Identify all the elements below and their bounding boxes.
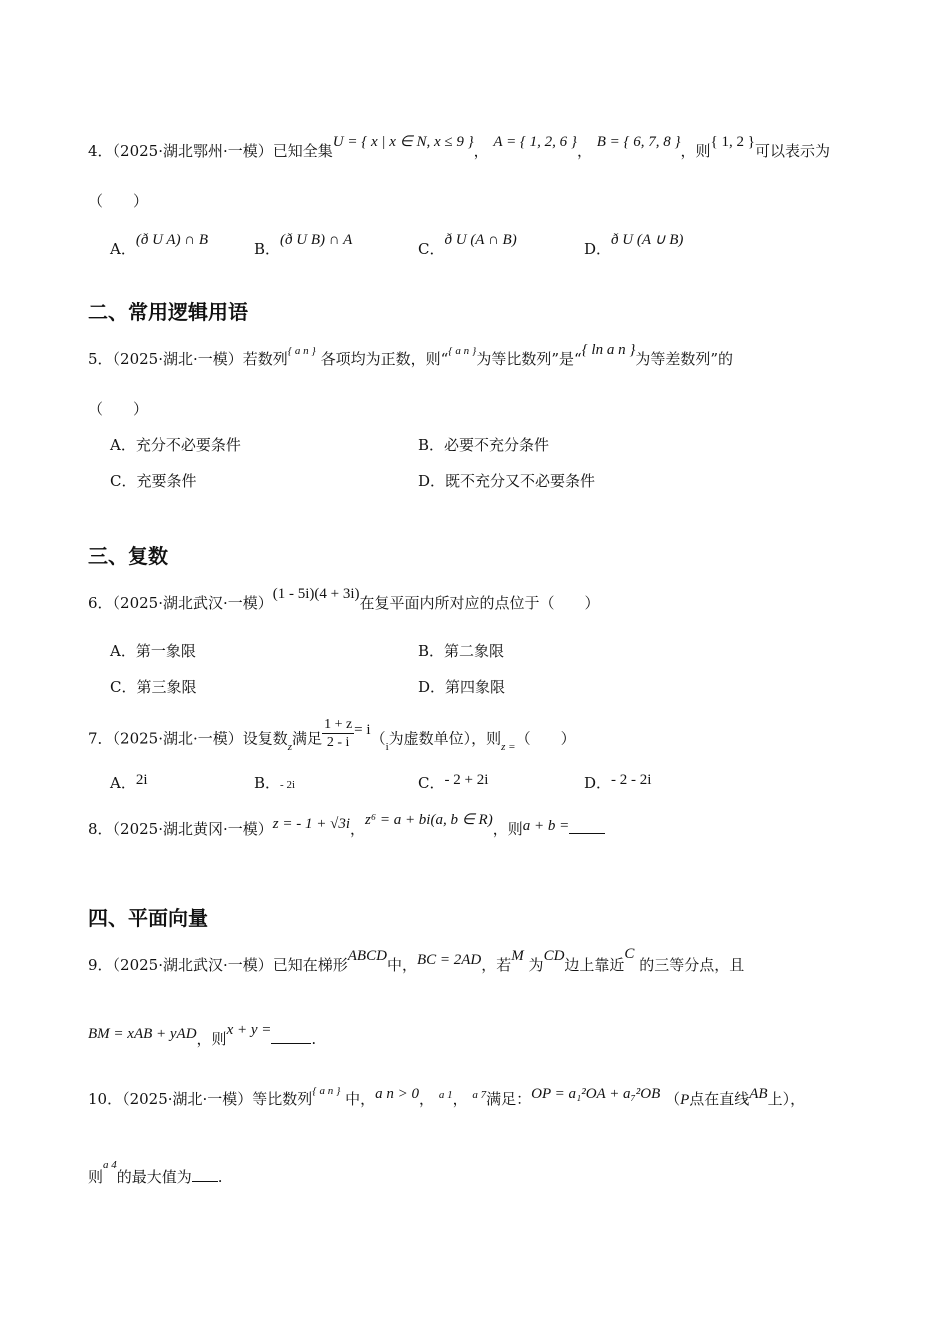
q6-option-c[interactable]: C．第三象限: [110, 678, 197, 696]
q4-set-12: { 1, 2 }: [710, 134, 755, 150]
q10-stem-line2: 则$^{a 4}$的最大值为 .: [88, 1159, 223, 1186]
q8-answer-blank[interactable]: [569, 833, 605, 834]
q4-set-u: U = { x | x ∈ N, x ≤ 9 }: [332, 134, 474, 150]
q4-paren: （ ）: [88, 192, 149, 210]
q7-stem: 7．（2025·湖北·一模）设复数$_z$满足 $\frac{1 + z}{2 - i}$ = $i(_i$为虚数单位），则$_{z =}$（ ）: [88, 717, 576, 753]
q5-paren: （ ）: [88, 400, 149, 418]
q7-option-a[interactable]: A．2i: [110, 772, 148, 792]
section-title-vectors: 四、平面向量: [88, 906, 208, 930]
q7-fraction: $\frac{1 + z}{2 - i}$: [324, 717, 353, 750]
q4-option-b[interactable]: B．(ð U B) ∩ A: [254, 232, 353, 258]
q7-option-d[interactable]: D．- 2 - 2i: [584, 772, 652, 792]
q9-stem-line2: BM = xAB + yAD，则x + y = .: [88, 1022, 317, 1048]
section-title-complex: 三、复数: [88, 544, 168, 568]
q5-stem: 5．（2025·湖北·一模）若数列$^{\{ a n \}}$ 各项均为正数，则“$^{\{ a n \}}$为等比数列”是“{ ln a n }为等差数列”的: [88, 342, 734, 368]
q7-option-b[interactable]: B．- 2i: [254, 774, 296, 792]
q10-stem: 10．（2025·湖北·一模）等比数列$^{\{ a n \}}$ 中，a n > 0， $^{a 1}$， $^{a 7}$满足：OP = a₁²OA + a₇²OB （P点在直线AB上），: [88, 1085, 806, 1108]
q10-answer-blank[interactable]: [192, 1181, 218, 1182]
q6-expr: (1 - 5i)(4 + 3i): [272, 586, 360, 602]
q9-stem: 9．（2025·湖北武汉·一模）已知在梯形ABCD中，BC = 2AD，若M 为CD边上靠近C 的三等分点，且: [88, 946, 745, 974]
section-title-logic: 二、常用逻辑用语: [88, 300, 248, 324]
q5-option-d[interactable]: D．既不充分又不必要条件: [418, 472, 596, 490]
q9-answer-blank[interactable]: [271, 1043, 311, 1044]
q4-option-d[interactable]: D．ð U (A ∪ B): [584, 232, 684, 258]
q6-option-a[interactable]: A．第一象限: [110, 642, 196, 660]
q5-option-b[interactable]: B．必要不充分条件: [418, 436, 550, 454]
q8-stem: 8．（2025·湖北黄冈·一模）z = - 1 + √3i，z⁶ = a + bi(a, b ∈ R)，则a + b =: [88, 818, 605, 839]
q6-option-d[interactable]: D．第四象限: [418, 678, 506, 696]
q4-stem: 4．（2025·湖北鄂州·一模）已知全集U = { x | x ∈ N, x ≤ 9 }， A = { 1, 2, 6 }， B = { 6, 7, 8 }，则{ 1, 2 }可以表示为: [88, 134, 830, 160]
q4-option-c[interactable]: C．ð U (A ∩ B): [418, 232, 517, 258]
q6-stem: 6．（2025·湖北武汉·一模）(1 - 5i)(4 + 3i)在复平面内所对应的点位于（ ）: [88, 586, 600, 612]
q5-option-a[interactable]: A．充分不必要条件: [110, 436, 241, 454]
q6-option-b[interactable]: B．第二象限: [418, 642, 505, 660]
q4-set-a: A = { 1, 2, 6 }: [493, 134, 577, 150]
q5-option-c[interactable]: C．充要条件: [110, 472, 197, 490]
q7-option-c[interactable]: C．- 2 + 2i: [418, 772, 489, 792]
q4-set-b: B = { 6, 7, 8 }: [596, 134, 681, 150]
q4-option-a[interactable]: A．(ð U A) ∩ B: [110, 232, 209, 258]
